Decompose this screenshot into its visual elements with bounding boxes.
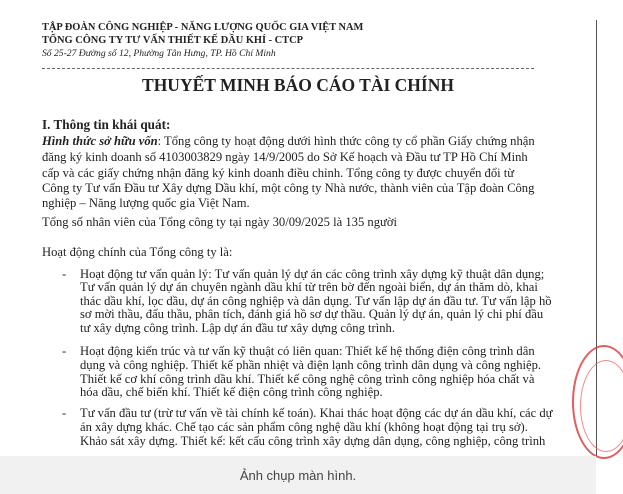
activity-line: án xây dựng khác. Chế tạo các sản phẩm công nghệ dầu khí (không hoạt động tại trụ sở). bbox=[80, 420, 528, 434]
activity-line: Thiết kế cơ khí công trình dầu khí. Thiết kế công nghệ công trình công nghiệp hóa chất và bbox=[80, 372, 535, 386]
document-image bbox=[0, 20, 597, 456]
divider bbox=[42, 68, 534, 69]
red-stamp-inner-icon bbox=[580, 360, 623, 452]
activity-line: tư xây dựng công trình. Lập dự án đầu tư xây dựng công trình. bbox=[80, 321, 395, 335]
activity-line: Hoạt động kiến trúc và tư vấn kỹ thuật có liên quan: Thiết kế hệ thống điện công trình dân bbox=[80, 344, 535, 358]
header-address: Số 25-27 Đường số 12, Phường Tân Hưng, TP. Hồ Chí Minh bbox=[42, 48, 276, 59]
section-heading: I. Thông tin khái quát: bbox=[42, 117, 171, 132]
ownership-label: Hình thức sở hữu vốn bbox=[42, 134, 158, 148]
activity-line: hóa dầu, chế biến khí. Thiết kế điện công trình công nghiệp. bbox=[80, 385, 383, 399]
ownership-line: nghiệp – Năng lượng quốc gia Việt Nam. bbox=[42, 196, 250, 210]
activity-line: sơ mời thầu, đấu thầu, phân tích, đánh giá hồ sơ dự thầu. Quản lý dự án, quản lý chi phí đầu bbox=[80, 307, 544, 321]
header-group: TẬP ĐOÀN CÔNG NGHIỆP - NĂNG LƯỢNG QUỐC GIA VIỆT NAM bbox=[42, 22, 364, 33]
ownership-line: đăng ký kinh doanh số 4103003829 ngày 14/9/2005 do Sở Kế hoạch và Đầu tư TP Hồ Chí Minh bbox=[42, 150, 528, 164]
bullet: - bbox=[62, 267, 67, 281]
activity-line: Hoạt động tư vấn quản lý: Tư vấn quản lý dự án các công trình xây dựng kỹ thuật dân dụng; bbox=[80, 267, 545, 281]
ownership-line: cấp và các giấy chứng nhận đăng ký kinh doanh điều chỉnh. Tổng công ty được chuyển đổi từ bbox=[42, 166, 515, 180]
ownership-line: Công ty Tư vấn Đầu tư Xây dựng Dầu khí, một công ty Nhà nước, thành viên của Tập đoàn Công bbox=[42, 181, 535, 195]
document-title: THUYẾT MINH BÁO CÁO TÀI CHÍNH bbox=[142, 75, 454, 95]
header-company: TỔNG CÔNG TY TƯ VẤN THIẾT KẾ DẦU KHÍ - CTCP bbox=[42, 35, 303, 46]
activity-line: Khảo sát xây dựng. Thiết kế: kết cấu công trình xây dựng dân dụng, công nghiệp, công trình bbox=[80, 434, 546, 448]
activity-line: thác dầu khí, lọc dầu, dự án công nghiệp và dân dụng. Tư vấn lập dự án đầu tư. Tư vấn lập hồ bbox=[80, 294, 552, 308]
employees-text: Tổng số nhân viên của Tổng công ty tại ngày 30/09/2025 là 135 người bbox=[42, 215, 397, 229]
ownership-line: Hình thức sở hữu vốn: Tổng công ty hoạt động dưới hình thức công ty cổ phần Giấy chứng nhận bbox=[42, 134, 535, 148]
activity-line: dụng và công nghiệp. Thiết kế phần nhiệt và điện lạnh công trình dân dụng và công nghiệp. bbox=[80, 358, 542, 372]
activities-intro: Hoạt động chính của Tổng công ty là: bbox=[42, 245, 233, 259]
activity-line: Tư vấn quản lý dự án chuyên ngành dầu khí từ trên bờ đến ngoài biển, dự án thăm dò, khai bbox=[80, 280, 538, 294]
activity-line: Tư vấn đầu tư (trừ tư vấn về tài chính kế toán). Khai thác hoạt động các dự án dầu khí, các dự bbox=[80, 406, 553, 420]
bullet: - bbox=[62, 406, 67, 420]
image-caption: Ảnh chụp màn hình. bbox=[0, 456, 596, 494]
bullet: - bbox=[62, 344, 67, 358]
